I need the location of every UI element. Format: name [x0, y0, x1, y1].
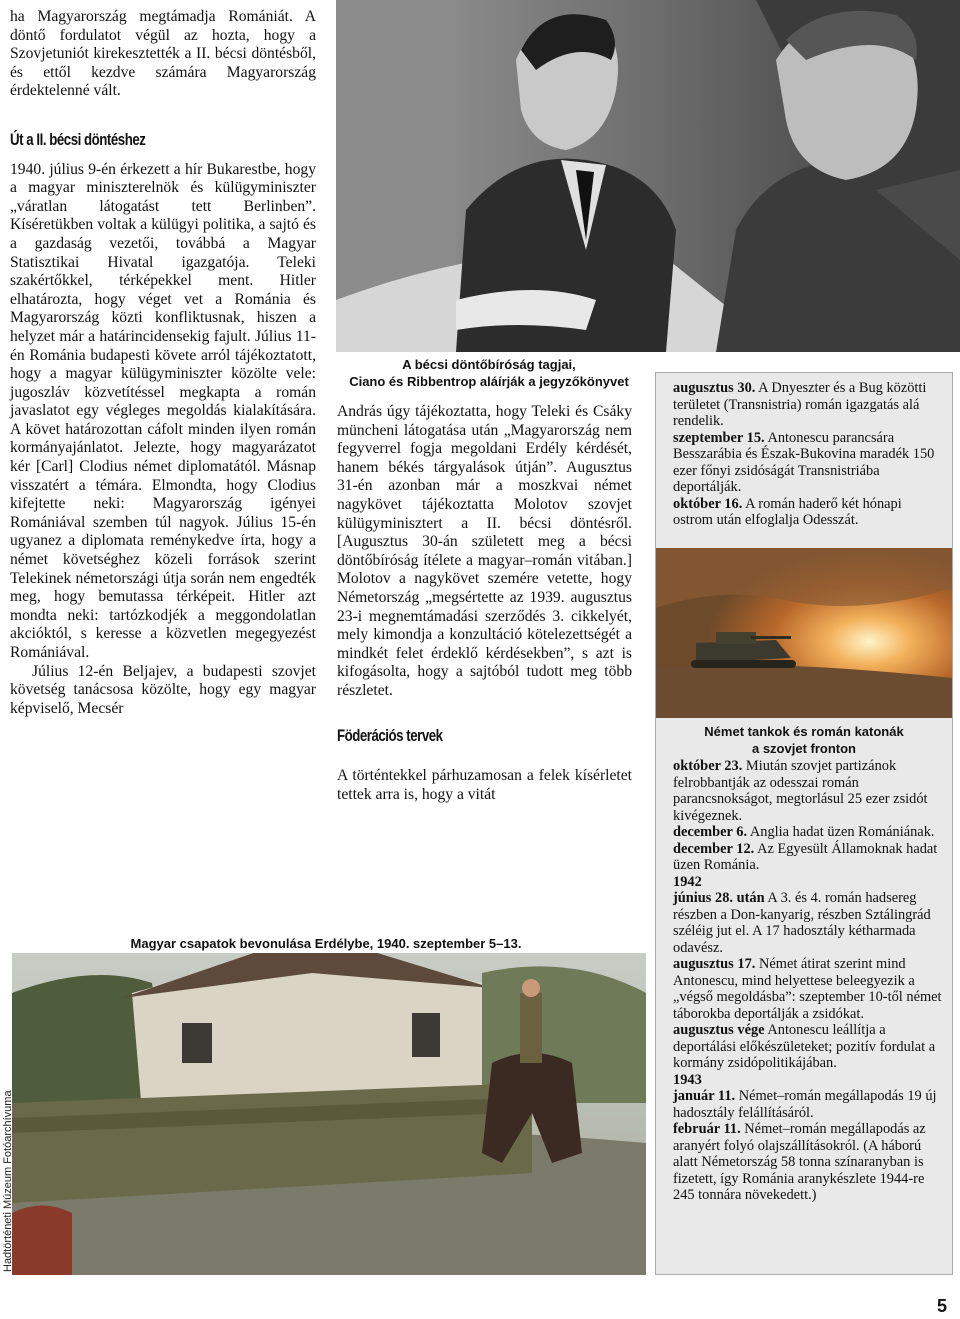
timeline-text: Antonescu leállítja a deportálási előkészületeket; pozitív fordulat a kormány zsidópolitikájában. [673, 1022, 936, 1071]
timeline-entry [673, 874, 943, 891]
photo-troops-marching [12, 953, 646, 1275]
photo-caption [656, 723, 952, 757]
timeline-text: A Dnyeszter és a Bug közötti területet (Transnistria) román igazgatás alá rendelik. [673, 380, 927, 429]
photo-ciano-ribbentrop [336, 0, 960, 352]
timeline-text: Az Egyesült Államoknak hadat üzen Románia. [673, 840, 938, 873]
timeline-text: Német–román megállapodás az aranyért folyó olajszállításokról. (A háború alatt Németország 58 tonna színaranyban is fizetett, így Románia aranykészlete 1944-re 245 tonnára növekedett.) [673, 1121, 926, 1203]
timeline-upper [673, 380, 943, 529]
timeline-date: szeptember 15. [673, 429, 765, 446]
timeline-entry [673, 1022, 943, 1072]
timeline-lower [673, 758, 943, 1204]
caption-line: Német tankok és román katonák [704, 724, 904, 739]
timeline-entry [673, 841, 943, 874]
timeline-date: október 16. [673, 495, 743, 512]
timeline-date: augusztus 17. [673, 956, 756, 972]
photo-tanks [656, 548, 952, 718]
middle-column [337, 403, 632, 804]
caption-line: A bécsi döntőbíróság tagjai, [402, 357, 576, 372]
timeline-year: 1943 [673, 1071, 702, 1088]
photo-caption [336, 356, 642, 390]
section-heading: Út a II. bécsi döntéshez [10, 129, 146, 149]
timeline-text: Miután szovjet partizánok felrobbantják az odesszai román parancsnokságot, megtorlásul 25 ezer zsidót kivégeznek. [673, 758, 928, 824]
photo-caption: Magyar csapatok bevonulása Erdélybe, 1940. szeptember 5–13. [130, 936, 522, 951]
timeline-text: A román haderő két hónapi ostrom után elfoglalja Odesszát. [673, 495, 902, 528]
timeline-sidebar [655, 372, 953, 1275]
timeline-date: augusztus 30. [673, 380, 756, 396]
timeline-year: 1942 [673, 873, 702, 890]
body-paragraph: András úgy tájékoztatta, hogy Teleki és Csáky müncheni látogatása után „Magyarország nem fegyverrel fogja megoldani Erdély kérdését, hanem békés tárgyalások útján”. Augusztus 31-én azonban már a moszkvai német nagykövet tájékoztatta Molotov szovjet külügyminisztert a II. bécsi döntésről. [Augusztus 30-án született meg a bécsi döntőbíróság ítélete a magyar–román vitában.] Molotov a nagykövet szemére vetette, hogy Németország „megsértette az 1939. augusztus 23-i megnemtámadási szerződés 3. cikkelyét, mely kimondja a konzultáció kötelezettségét a mindkét felet érdeklő kérdésekben”, s azt is kifogásolta, hogy a sajtóból tudott meg több részletet. [337, 403, 632, 699]
timeline-entry [673, 380, 943, 430]
timeline-date: augusztus vége [673, 1022, 765, 1038]
body-paragraph: Július 12-én Beljajev, a budapesti szovjet követség tanácsosa közölte, hogy egy magyar képviselő, Mecsér [10, 662, 316, 717]
left-column [10, 8, 316, 718]
timeline-entry [673, 430, 943, 496]
timeline-text: Német–román megállapodás 19 új hadosztály felállításáról. [673, 1088, 937, 1121]
timeline-text: A 3. és 4. román hadsereg részben a Don-kanyarig, részben Sztálingrád széléig jut el. A 17 hadosztály kétharmada odavész. [673, 890, 931, 956]
timeline-text: Antonescu parancsára Besszarábia és Észak-Bukovina maradék 150 ezer főnyi zsidóságát Transnistriába deportálják. [673, 429, 935, 495]
timeline-date: december 6. [673, 824, 748, 840]
caption-line: a szovjet fronton [751, 741, 856, 756]
timeline-entry [673, 956, 943, 1022]
timeline-entry [673, 758, 943, 824]
timeline-date: június 28. után [673, 890, 765, 906]
body-paragraph: A történtekkel párhuzamosan a felek kísérletet tettek arra is, hogy a vitát [337, 767, 632, 803]
timeline-date: február 11. [673, 1121, 741, 1137]
timeline-entry [673, 890, 943, 956]
caption-line: Ciano és Ribbentrop aláírják a jegyzőkönyvet [349, 374, 629, 389]
page-number: 5 [937, 1296, 948, 1316]
timeline-entry [673, 1121, 943, 1204]
section-heading: Föderációs tervek [337, 725, 443, 745]
timeline-entry [673, 824, 943, 841]
timeline-date: október 23. [673, 758, 743, 774]
timeline-entry [673, 496, 943, 529]
timeline-entry [673, 1088, 943, 1121]
timeline-entry [673, 1072, 943, 1089]
timeline-date: december 12. [673, 840, 755, 857]
intro-paragraph: ha Magyarország megtámadja Romániát. A döntő fordulatot végül az hozta, hogy a Szovjetuniót kirekesztették a II. bécsi döntésből, és ettől kezdve számára Magyarország érdektelenné vált. [10, 8, 316, 100]
timeline-text: Anglia hadat üzen Romániának. [747, 824, 935, 840]
timeline-date: január 11. [673, 1088, 736, 1104]
timeline-text: Német átirat szerint mind Antonescu, mind helyettese beleegyezik a „végső megoldásba”: szeptember 10-től német táborokba deportálják a zsidókat. [673, 956, 942, 1022]
photo-credit: Hadtörténeti Múzeum Fotóarchívuma [2, 1090, 14, 1272]
body-paragraph: 1940. július 9-én érkezett a hír Bukarestbe, hogy a magyar miniszterelnök és külügyminiszter „váratlan látogatást tett Berlinben”. Kíséretükben voltak a külügyi politika, a sajtó és a gazdaság vezetői, továbbá a Magyar Statisztikai Hivatal igazgatója. Teleki szakértőkkel, térképekkel ment. Hitler elhatározta, hogy véget vet a Románia és Magyarország közti konfliktusnak, hiszen a helyzet már a határincidensekig fajult. Július 11-én Románia budapesti követe arról tájékoztatott, hogy a magyar külügyminiszter közölte vele: jugoszláv közvetítéssel megkapta a román javaslatot egy végleges megoldás kialakítására. A követ határozottan cáfolt minden ilyen román kormányajánlatot. Jelezte, hogy magyarázatot kér [Carl] Clodius német diplomatától. Másnap visszatért a témára. Elmondta, hogy Clodius kifejtette neki: Magyarország igényei Romániával szemben túl nagyok. Július 15-én ugyanez a diplomata reménykedve írta, hogy a német követséghez közeli források szerint Telekinek németországi útja során nem engedték meg, hogy bemutassa térképeit. Hitler azt mondta neki: tartózkodjék a meggondolatlan akcióktól, s keresse a közvetlen megegyezést Romániával. [10, 160, 316, 661]
